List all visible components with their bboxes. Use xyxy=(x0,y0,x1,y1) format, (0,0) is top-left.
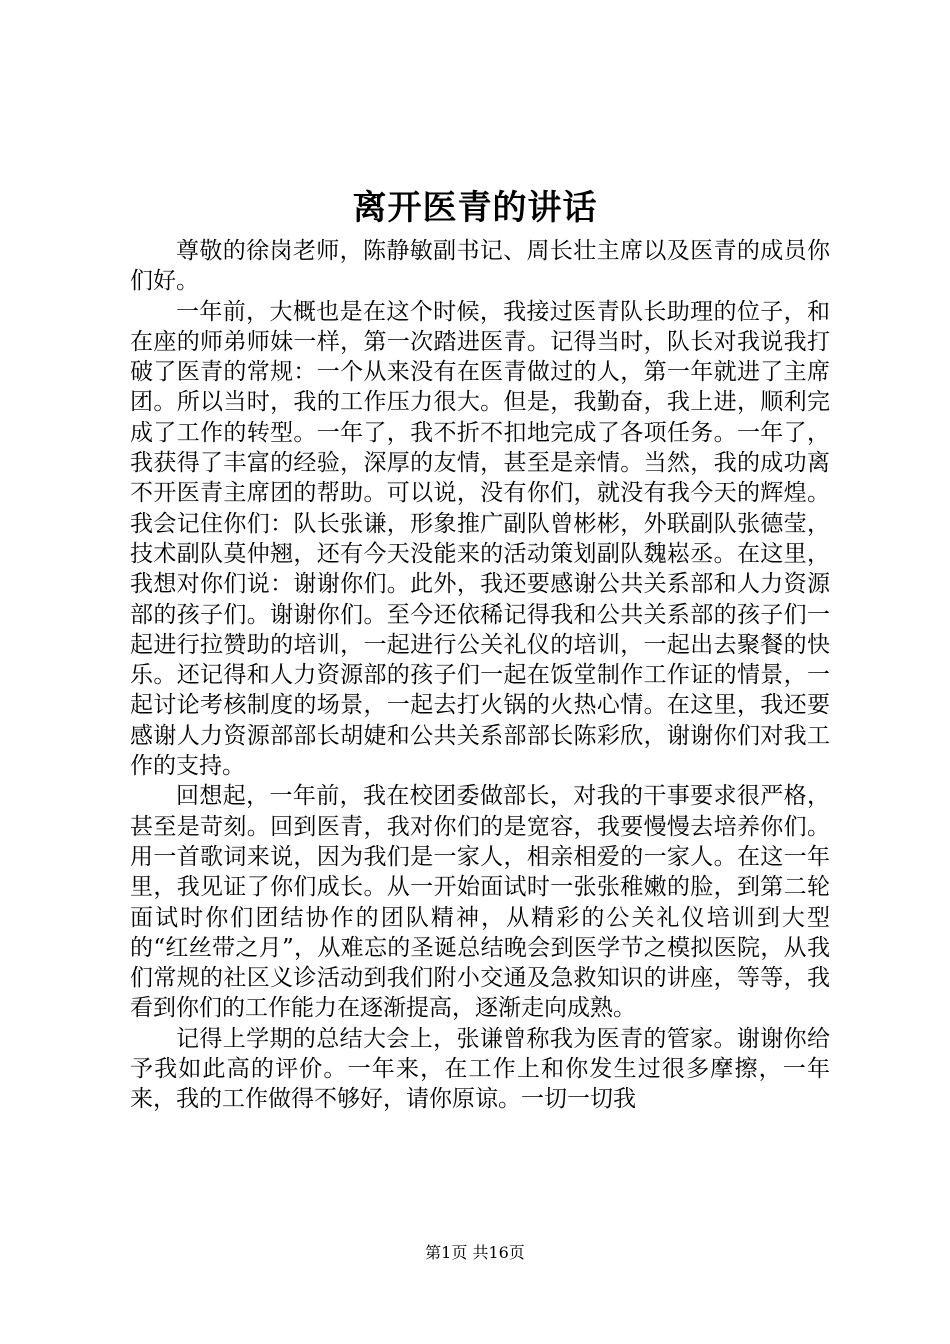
document-body xyxy=(130,236,830,1115)
paragraph-greeting: 尊敬的徐岗老师，陈静敏副书记、周长壮主席以及医青的成员你们好。 xyxy=(130,238,830,295)
paragraph-summary-meeting: 记得上学期的总结大会上，张谦曾称我为医青的管家。谢谢你给予我如此高的评价。一年来，在工作上和你发生过很多摩擦，一年来，我的工作做得不够好，请你原谅。一切一切我 xyxy=(130,1025,830,1113)
page-footer: 第1页 共16页 xyxy=(425,1243,525,1262)
document-title: 离开医青的讲话 xyxy=(352,188,598,228)
paragraph-one-year-ago: 一年前，大概也是在这个时候，我接过医青队长助理的位子，和在座的师弟师妹一样，第一次踏进医青。记得当时，队长对我说我打破了医青的常规：一个从来没有在医青做过的人，第一年就进了主席团。所以当时，我的工作压力很大。但是，我勤奋，我上进，顺利完成了工作的转型。一年了，我不折不扣地完成了各项任务。一年了，我获得了丰富的经验，深厚的友情，甚至是亲情。当然，我的成功离不开医青主席团的帮助。可以说，没有你们，就没有我今天的辉煌。我会记住你们：队长张谦，形象推广副队曾彬彬，外联副队张德莹，技术副队莫仲翘，还有今天没能来的活动策划副队魏崧丞。在这里，我想对你们说：谢谢你们。此外，我还要感谢公共关系部和人力资源部的孩子们。谢谢你们。至今还依稀记得我和公共关系部的孩子们一起进行拉赞助的培训，一起进行公关礼仪的培训，一起出去聚餐的快乐。还记得和人力资源部的孩子们一起在饭堂制作工作证的情景，一起讨论考核制度的场景，一起去打火锅的火热心情。在这里，我还要感谢人力资源部部长胡婕和公共关系部部长陈彩欣，谢谢你们对我工作的支持。 xyxy=(130,298,830,780)
paragraph-recollection: 回想起，一年前，我在校团委做部长，对我的干事要求很严格，甚至是苛刻。回到医青，我对你们的是宽容，我要慢慢去培养你们。用一首歌词来说，因为我们是一家人，相亲相爱的一家人。在这一年里，我见证了你们成长。从一开始面试时一张张稚嫩的脸，到第二轮面试时你们团结协作的团队精神，从精彩的公关礼仪培训到大型的“红丝带之月”，从难忘的圣诞总结晚会到医学节之模拟医院，从我们常规的社区义诊活动到我们附小交通及急救知识的讲座，等等，我看到你们的工作能力在逐渐提高，逐渐走向成熟。 xyxy=(130,783,830,1022)
